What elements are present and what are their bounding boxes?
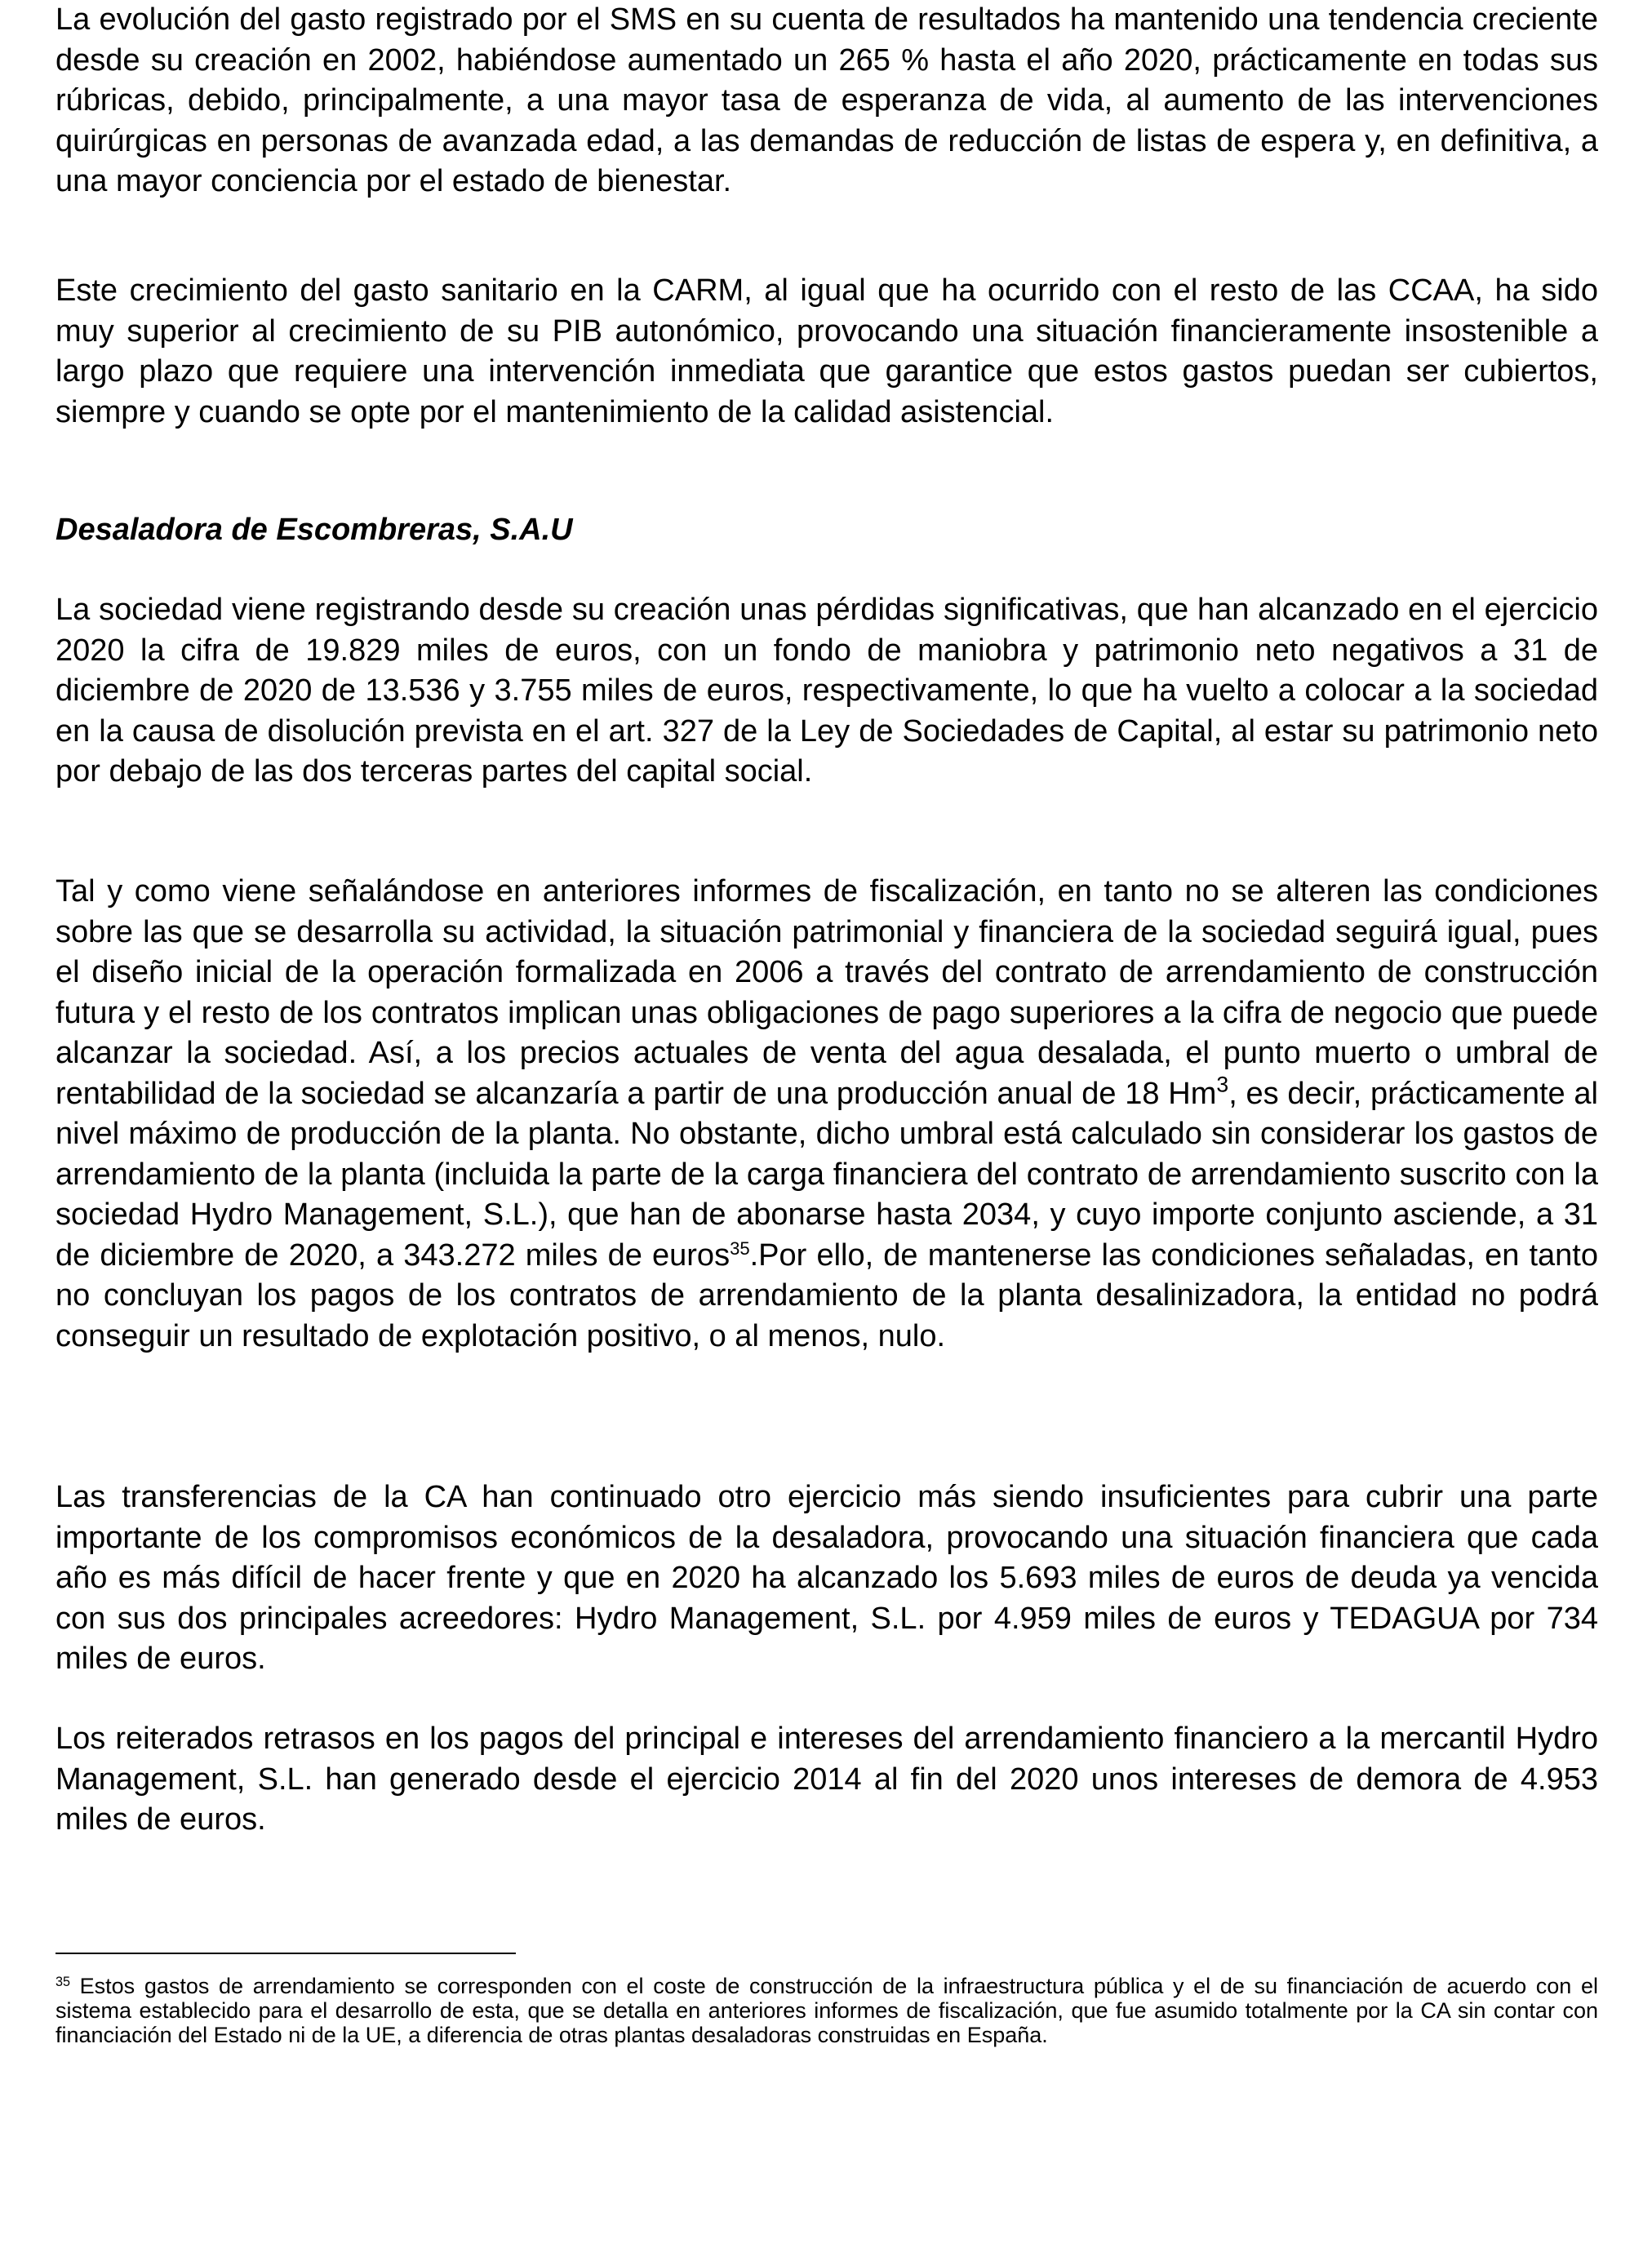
footnote xyxy=(56,1974,1598,2047)
section-heading-desaladora: Desaladora de Escombreras, S.A.U xyxy=(56,513,573,547)
paragraph-text-part: , es decir, prácticamente al nivel máximo de producción de la planta. No obstante, dicho umbral está calculado sin considerar los gastos de arrendamiento de la planta (incluida la parte de la carga financiera del contrato de arrendamiento suscrito con la sociedad Hydro Management, S.L.), que han de abonarse hasta 2034, y cuyo importe conjunto asciende, a 31 de diciembre de 2020, a 343.272 miles de euros xyxy=(56,1076,1598,1273)
paragraph-text-part: .Por ello, de mantenerse las condiciones señaladas, en tanto no concluyan los pagos de los contratos de arrendamiento de la planta desalinizadora, la entidad no podrá conseguir un resultado de explotación positivo, o al menos, nulo. xyxy=(56,1237,1599,1353)
paragraph-company-losses: La sociedad viene registrando desde su creación unas pérdidas significativas, que han alcanzado en el ejercicio 2020 la cifra de 19.829 miles de euros, con un fondo de maniobra y patrimonio neto negativos a 31 de diciembre de 2020 de 13.536 y 3.755 miles de euros, respectivamente, lo que ha vuelto a colocar a la sociedad en la causa de disolución prevista en el art. 327 de la Ley de Sociedades de Capital, al estar su patrimonio neto por debajo de las dos terceras partes del capital social. xyxy=(56,593,1598,789)
paragraph-text-part: Tal y como viene señalándose en anteriores informes de fiscalización, en tanto no se alteren las condiciones sobre las que se desarrolla su actividad, la situación patrimonial y financiera de la sociedad seguirá igual, pues el diseño inicial de la operación formalizada en 2006 a través del contrato de arrendamiento de construcción futura y el resto de los contratos implican unas obligaciones de pago superiores a la cifra de negocio que puede alcanzar la sociedad. Así, a los precios actuales de venta del agua desalada, el punto muerto o umbral de rentabilidad de la sociedad se alcanzaría a partir de una producción anual de 18 Hm xyxy=(56,874,1598,1111)
paragraph-late-interest: Los reiterados retrasos en los pagos del principal e intereses del arrendamiento financiero a la mercantil Hydro Management, S.L. han generado desde el ejercicio 2014 al fin del 2020 unos intereses de demora de 4.953 miles de euros. xyxy=(56,1722,1598,1837)
paragraph-sms-expenditure: La evolución del gasto registrado por el SMS en su cuenta de resultados ha mantenido una tendencia creciente desde su creación en 2002, habiéndose aumentado un 265 % hasta el año 2020, prácticamente en todas sus rúbricas, debido, principalmente, a una mayor tasa de esperanza de vida, al aumento de las intervenciones quirúrgicas en personas de avanzada edad, a las demandas de reducción de listas de espera y, en definitiva, a una mayor conciencia por el estado de bienestar. xyxy=(56,2,1598,198)
unit-exponent: 3 xyxy=(1216,1071,1229,1096)
footnote-text: Estos gastos de arrendamiento se corresponden con el coste de construcción de la infraestructura pública y el de su financiación de acuerdo con el sistema establecido para el desarrollo de esta, que se detalla en anteriores informes de fiscalización, que fue asumido totalmente por la CA sin contar con financiación del Estado ni de la UE, a diferencia de otras plantas desaladoras construidas en España. xyxy=(56,1974,1598,2047)
footnote-separator xyxy=(56,1953,516,1954)
paragraph-health-spending-growth: Este crecimiento del gasto sanitario en la CARM, al igual que ha ocurrido con el resto de las CCAA, ha sido muy superior al crecimiento de su PIB autonómico, provocando una situación financieramente insostenible a largo plazo que requiere una intervención inmediata que garantice que estos gastos puedan ser cubiertos, siempre y cuando se opte por el mantenimiento de la calidad asistencial. xyxy=(56,273,1598,429)
footnote-number: 35 xyxy=(56,1975,71,1990)
paragraph-ca-transfers: Las transferencias de la CA han continuado otro ejercicio más siendo insuficientes para cubrir una parte importante de los compromisos económicos de la desaladora, provocando una situación financiera que cada año es más difícil de hacer frente y que en 2020 ha alcanzado los 5.693 miles de euros de deuda ya vencida con sus dos principales acreedores: Hydro Management, S.L. por 4.959 miles de euros y TEDAGUA por 734 miles de euros. xyxy=(56,1480,1598,1676)
footnote-reference-link[interactable]: 35 xyxy=(730,1237,750,1259)
paragraph-financial-situation xyxy=(56,872,1598,1357)
